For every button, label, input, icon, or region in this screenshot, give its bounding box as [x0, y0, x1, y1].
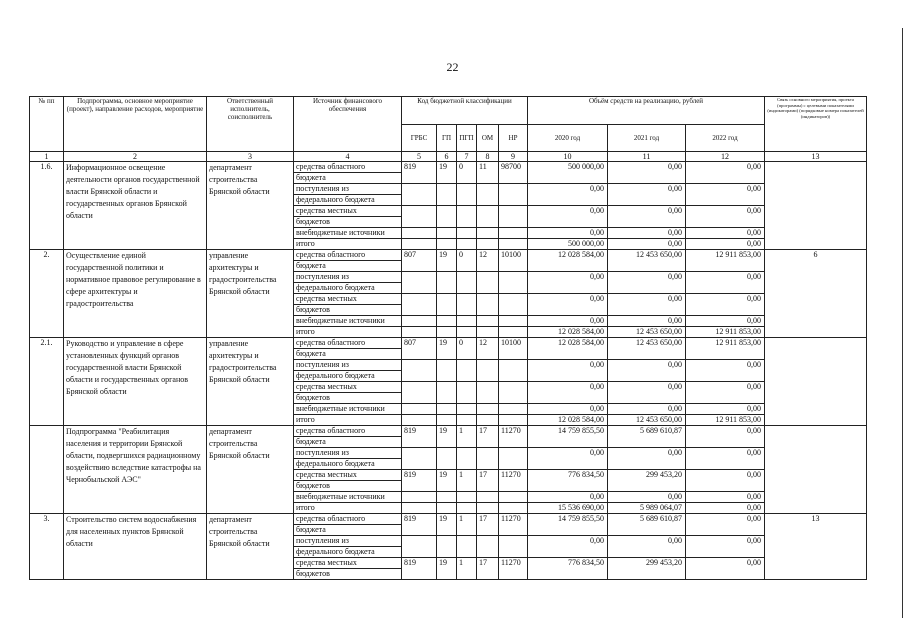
budget-code-cell: [437, 327, 457, 338]
budget-code-cell: 19: [437, 250, 457, 272]
budget-code-cell: [499, 404, 528, 415]
budget-code-cell: [457, 184, 477, 206]
budget-code-cell: [402, 206, 437, 228]
budget-code-cell: 11270: [499, 558, 528, 580]
amount-cell: 0,00: [528, 294, 608, 316]
column-number: 9: [499, 152, 528, 162]
amount-cell: 0,00: [608, 382, 686, 404]
row-title: Осуществление единой государственной политики и нормативное правовое регулирование в сфере архитектуры и градостроительства: [64, 250, 207, 338]
header-code: ГРБС: [402, 125, 437, 152]
budget-code-cell: [457, 272, 477, 294]
budget-code-cell: [402, 316, 437, 327]
budget-code-cell: [402, 184, 437, 206]
page-edge-line: [902, 28, 903, 618]
budget-code-cell: 19: [437, 470, 457, 492]
column-number: 7: [457, 152, 477, 162]
amount-cell: 0,00: [608, 316, 686, 327]
budget-code-cell: 19: [437, 426, 457, 448]
budget-code-cell: 819: [402, 470, 437, 492]
funding-source: федерального бюджета: [294, 371, 402, 382]
budget-code-cell: [402, 415, 437, 426]
budget-code-cell: 19: [437, 558, 457, 580]
amount-cell: 12 028 584,00: [528, 327, 608, 338]
amount-cell: 15 536 690,00: [528, 503, 608, 514]
amount-cell: 0,00: [528, 206, 608, 228]
budget-code-cell: [499, 327, 528, 338]
budget-code-cell: [437, 294, 457, 316]
row-title: Подпрограмма "Реабилитация населения и территории Брянской области, подвергшихся радиационному воздействию вследствие катастрофы на Чернобыльской АЭС": [64, 426, 207, 514]
budget-code-cell: [457, 206, 477, 228]
budget-code-cell: [477, 492, 499, 503]
amount-cell: 0,00: [686, 492, 765, 503]
row-number: 1.6.: [30, 162, 64, 250]
funding-source: средства местных: [294, 558, 402, 569]
header-link: Связь основного мероприятия, проекта (программы) с целевыми показателями (индикаторами) (порядковые номера показателей (индикаторов)): [765, 97, 867, 152]
amount-cell: 500 000,00: [528, 239, 608, 250]
amount-cell: 0,00: [528, 382, 608, 404]
budget-code-cell: [499, 360, 528, 382]
budget-code-cell: [437, 536, 457, 558]
amount-cell: 0,00: [608, 206, 686, 228]
amount-cell: 0,00: [686, 239, 765, 250]
budget-code-cell: 17: [477, 514, 499, 536]
amount-cell: 12 911 853,00: [686, 338, 765, 360]
amount-cell: 0,00: [528, 448, 608, 470]
funding-source: бюджетов: [294, 393, 402, 404]
column-number: 5: [402, 152, 437, 162]
amount-cell: 0,00: [608, 448, 686, 470]
header-budget-code: Код бюджетной классификации: [402, 97, 528, 125]
budget-code-cell: [477, 316, 499, 327]
amount-cell: 0,00: [608, 239, 686, 250]
budget-code-cell: 819: [402, 514, 437, 536]
amount-cell: 0,00: [686, 426, 765, 448]
funding-source: федерального бюджета: [294, 195, 402, 206]
header-responsible: Ответственный исполнитель, соисполнитель: [207, 97, 294, 152]
budget-code-cell: 17: [477, 426, 499, 448]
header-year: 2021 год: [608, 125, 686, 152]
amount-cell: 0,00: [686, 558, 765, 580]
budget-code-cell: [437, 272, 457, 294]
funding-source: внебюджетные источники: [294, 404, 402, 415]
budget-code-cell: [477, 536, 499, 558]
budget-code-cell: 819: [402, 558, 437, 580]
budget-code-cell: 0: [457, 250, 477, 272]
funding-source: бюджета: [294, 437, 402, 448]
funding-source: федерального бюджета: [294, 459, 402, 470]
budget-code-cell: [457, 294, 477, 316]
budget-code-cell: 19: [437, 162, 457, 184]
amount-cell: 299 453,20: [608, 470, 686, 492]
budget-code-cell: [477, 272, 499, 294]
table-body: [30, 162, 867, 580]
amount-cell: 0,00: [608, 360, 686, 382]
indicator-link: 13: [765, 514, 867, 580]
budget-code-cell: 11: [477, 162, 499, 184]
header-year: 2020 год: [528, 125, 608, 152]
budget-code-cell: 1: [457, 558, 477, 580]
budget-code-cell: [402, 404, 437, 415]
budget-table-container: [29, 96, 867, 580]
funding-source: итого: [294, 239, 402, 250]
row-responsible: управление архитектуры и градостроительства Брянской области: [207, 338, 294, 426]
row-title: Руководство и управление в сфере установленных функций органов государственной власти Брянской области и государственных органов Брянской области: [64, 338, 207, 426]
funding-source: средства местных: [294, 470, 402, 481]
amount-cell: 0,00: [528, 184, 608, 206]
amount-cell: 14 759 855,50: [528, 426, 608, 448]
amount-cell: 0,00: [686, 228, 765, 239]
budget-code-cell: 0: [457, 338, 477, 360]
amount-cell: 0,00: [528, 360, 608, 382]
funding-source: внебюджетные источники: [294, 228, 402, 239]
budget-table: [29, 96, 867, 580]
amount-cell: 0,00: [608, 294, 686, 316]
amount-cell: 0,00: [686, 272, 765, 294]
budget-code-cell: [499, 272, 528, 294]
column-number: 4: [294, 152, 402, 162]
budget-code-cell: [499, 316, 528, 327]
funding-source: средства местных: [294, 206, 402, 217]
row-responsible: департамент строительства Брянской области: [207, 162, 294, 250]
budget-code-cell: 11270: [499, 426, 528, 448]
amount-cell: 0,00: [686, 503, 765, 514]
budget-code-cell: 11270: [499, 514, 528, 536]
budget-code-cell: [437, 448, 457, 470]
amount-cell: 0,00: [686, 206, 765, 228]
column-number: 10: [528, 152, 608, 162]
amount-cell: 0,00: [686, 536, 765, 558]
budget-code-cell: [457, 316, 477, 327]
amount-cell: 0,00: [528, 272, 608, 294]
column-number: 3: [207, 152, 294, 162]
budget-code-cell: [402, 360, 437, 382]
budget-code-cell: [437, 382, 457, 404]
header-volume: Объём средств на реализацию, рублей: [528, 97, 765, 125]
funding-source: итого: [294, 503, 402, 514]
budget-code-cell: [402, 327, 437, 338]
budget-code-cell: [457, 536, 477, 558]
funding-source: средства областного: [294, 162, 402, 173]
amount-cell: 299 453,20: [608, 558, 686, 580]
funding-source: итого: [294, 327, 402, 338]
table-header: [30, 97, 867, 162]
budget-code-cell: [457, 448, 477, 470]
budget-code-cell: 12: [477, 250, 499, 272]
budget-code-cell: [402, 228, 437, 239]
header-source: Источник финансового обеспечения: [294, 97, 402, 152]
amount-cell: 0,00: [686, 470, 765, 492]
funding-source: бюджетов: [294, 481, 402, 492]
amount-cell: 12 453 650,00: [608, 250, 686, 272]
amount-cell: 0,00: [686, 316, 765, 327]
funding-source: федерального бюджета: [294, 283, 402, 294]
amount-cell: 0,00: [608, 184, 686, 206]
budget-code-cell: [499, 294, 528, 316]
amount-cell: 0,00: [528, 404, 608, 415]
budget-code-cell: [457, 360, 477, 382]
budget-code-cell: [499, 503, 528, 514]
header-code: НР: [499, 125, 528, 152]
budget-code-cell: [437, 316, 457, 327]
row-number: [30, 426, 64, 514]
amount-cell: 12 028 584,00: [528, 415, 608, 426]
budget-code-cell: [457, 492, 477, 503]
column-numbers-row: [30, 152, 867, 162]
amount-cell: 0,00: [528, 316, 608, 327]
amount-cell: 0,00: [686, 404, 765, 415]
budget-code-cell: [477, 415, 499, 426]
budget-code-cell: [402, 503, 437, 514]
amount-cell: 0,00: [608, 162, 686, 184]
page-number: 22: [446, 60, 459, 74]
budget-code-cell: [402, 239, 437, 250]
budget-code-cell: 17: [477, 558, 499, 580]
column-number: 13: [765, 152, 867, 162]
amount-cell: 0,00: [686, 448, 765, 470]
amount-cell: 0,00: [528, 228, 608, 239]
budget-code-cell: [457, 382, 477, 404]
amount-cell: 12 453 650,00: [608, 415, 686, 426]
budget-code-cell: [437, 415, 457, 426]
amount-cell: 0,00: [608, 404, 686, 415]
budget-code-cell: 1: [457, 426, 477, 448]
budget-code-cell: [437, 206, 457, 228]
budget-code-cell: [499, 228, 528, 239]
budget-code-cell: 807: [402, 338, 437, 360]
budget-code-cell: 1: [457, 514, 477, 536]
budget-code-cell: 0: [457, 162, 477, 184]
budget-code-cell: [437, 404, 457, 415]
funding-source: средства областного: [294, 338, 402, 349]
amount-cell: 12 453 650,00: [608, 338, 686, 360]
column-number: 8: [477, 152, 499, 162]
budget-code-cell: [477, 294, 499, 316]
budget-code-cell: [499, 448, 528, 470]
header-code: ПГП: [457, 125, 477, 152]
column-number: 6: [437, 152, 457, 162]
budget-code-cell: [499, 415, 528, 426]
row-title: Информационное освещение деятельности органов государственной власти Брянской области и государственных органов Брянской области: [64, 162, 207, 250]
amount-cell: 12 911 853,00: [686, 415, 765, 426]
budget-code-cell: [477, 228, 499, 239]
funding-source: средства областного: [294, 514, 402, 525]
budget-code-cell: [457, 503, 477, 514]
amount-cell: 0,00: [528, 536, 608, 558]
budget-code-cell: 19: [437, 338, 457, 360]
budget-code-cell: [457, 404, 477, 415]
budget-code-cell: [457, 239, 477, 250]
indicator-link: [765, 426, 867, 514]
budget-code-cell: [402, 448, 437, 470]
funding-source: поступления из: [294, 184, 402, 195]
funding-source: поступления из: [294, 448, 402, 459]
amount-cell: 0,00: [608, 272, 686, 294]
budget-code-cell: [402, 294, 437, 316]
budget-code-cell: [437, 184, 457, 206]
indicator-link: 6: [765, 250, 867, 338]
amount-cell: 0,00: [528, 492, 608, 503]
budget-code-cell: 1: [457, 470, 477, 492]
amount-cell: 500 000,00: [528, 162, 608, 184]
amount-cell: 12 911 853,00: [686, 250, 765, 272]
funding-source: бюджетов: [294, 217, 402, 228]
budget-code-cell: 819: [402, 162, 437, 184]
header-code: ГП: [437, 125, 457, 152]
budget-code-cell: 17: [477, 470, 499, 492]
budget-code-cell: [499, 239, 528, 250]
budget-code-cell: 819: [402, 426, 437, 448]
row-responsible: управление архитектуры и градостроительства Брянской области: [207, 250, 294, 338]
budget-code-cell: [477, 360, 499, 382]
budget-code-cell: [477, 448, 499, 470]
header-year: 2022 год: [686, 125, 765, 152]
amount-cell: 776 834,50: [528, 558, 608, 580]
row-number: 3.: [30, 514, 64, 580]
funding-source: бюджета: [294, 173, 402, 184]
budget-code-cell: [437, 228, 457, 239]
budget-code-cell: 807: [402, 250, 437, 272]
budget-code-cell: [437, 503, 457, 514]
funding-source: поступления из: [294, 272, 402, 283]
budget-code-cell: [402, 382, 437, 404]
row-number: 2.: [30, 250, 64, 338]
column-number: 12: [686, 152, 765, 162]
amount-cell: 776 834,50: [528, 470, 608, 492]
budget-code-cell: [477, 404, 499, 415]
funding-source: внебюджетные источники: [294, 316, 402, 327]
amount-cell: 0,00: [608, 492, 686, 503]
table-row: [30, 426, 867, 437]
amount-cell: 0,00: [686, 360, 765, 382]
amount-cell: 0,00: [686, 514, 765, 536]
row-number: 2.1.: [30, 338, 64, 426]
amount-cell: 0,00: [608, 228, 686, 239]
column-number: 11: [608, 152, 686, 162]
budget-code-cell: [477, 184, 499, 206]
budget-code-cell: [402, 272, 437, 294]
funding-source: средства местных: [294, 294, 402, 305]
table-row: [30, 162, 867, 173]
budget-code-cell: [499, 206, 528, 228]
budget-code-cell: [477, 206, 499, 228]
table-row: [30, 514, 867, 525]
budget-code-cell: [477, 239, 499, 250]
budget-code-cell: 12: [477, 338, 499, 360]
funding-source: бюджета: [294, 525, 402, 536]
budget-code-cell: 19: [437, 514, 457, 536]
budget-code-cell: [499, 492, 528, 503]
budget-code-cell: [402, 492, 437, 503]
amount-cell: 0,00: [686, 382, 765, 404]
table-row: [30, 338, 867, 349]
funding-source: поступления из: [294, 536, 402, 547]
header-code: ОМ: [477, 125, 499, 152]
amount-cell: 0,00: [686, 294, 765, 316]
funding-source: бюджетов: [294, 305, 402, 316]
row-title: Строительство систем водоснабжения для населенных пунктов Брянской области: [64, 514, 207, 580]
column-number: 1: [30, 152, 64, 162]
header-subprogram: Подпрограмма, основное мероприятие (проект), направление расходов, мероприятие: [64, 97, 207, 152]
indicator-link: [765, 162, 867, 250]
budget-code-cell: [437, 239, 457, 250]
budget-code-cell: [457, 415, 477, 426]
funding-source: внебюджетные источники: [294, 492, 402, 503]
amount-cell: 12 028 584,00: [528, 338, 608, 360]
funding-source: средства местных: [294, 382, 402, 393]
header-num: № пп: [30, 97, 64, 152]
amount-cell: 5 689 610,87: [608, 514, 686, 536]
amount-cell: 0,00: [686, 162, 765, 184]
funding-source: средства областного: [294, 426, 402, 437]
budget-code-cell: 11270: [499, 470, 528, 492]
funding-source: бюджетов: [294, 569, 402, 580]
amount-cell: 5 989 064,07: [608, 503, 686, 514]
budget-code-cell: [437, 360, 457, 382]
budget-code-cell: [477, 327, 499, 338]
indicator-link: [765, 338, 867, 426]
budget-code-cell: [477, 503, 499, 514]
funding-source: итого: [294, 415, 402, 426]
amount-cell: 12 453 650,00: [608, 327, 686, 338]
funding-source: бюджета: [294, 349, 402, 360]
amount-cell: 14 759 855,50: [528, 514, 608, 536]
budget-code-cell: [477, 382, 499, 404]
budget-code-cell: 10100: [499, 338, 528, 360]
budget-code-cell: [457, 228, 477, 239]
table-row: [30, 250, 867, 261]
budget-code-cell: 10100: [499, 250, 528, 272]
funding-source: бюджета: [294, 261, 402, 272]
budget-code-cell: [437, 492, 457, 503]
budget-code-cell: [402, 536, 437, 558]
amount-cell: 12 911 853,00: [686, 327, 765, 338]
amount-cell: 5 689 610,87: [608, 426, 686, 448]
budget-code-cell: [499, 382, 528, 404]
budget-code-cell: [457, 327, 477, 338]
budget-code-cell: [499, 536, 528, 558]
funding-source: федерального бюджета: [294, 547, 402, 558]
amount-cell: 0,00: [608, 536, 686, 558]
row-responsible: департамент строительства Брянской области: [207, 426, 294, 514]
budget-code-cell: 98700: [499, 162, 528, 184]
budget-code-cell: [499, 184, 528, 206]
row-responsible: департамент строительства Брянской области: [207, 514, 294, 580]
amount-cell: 12 028 584,00: [528, 250, 608, 272]
funding-source: поступления из: [294, 360, 402, 371]
column-number: 2: [64, 152, 207, 162]
amount-cell: 0,00: [686, 184, 765, 206]
funding-source: средства областного: [294, 250, 402, 261]
